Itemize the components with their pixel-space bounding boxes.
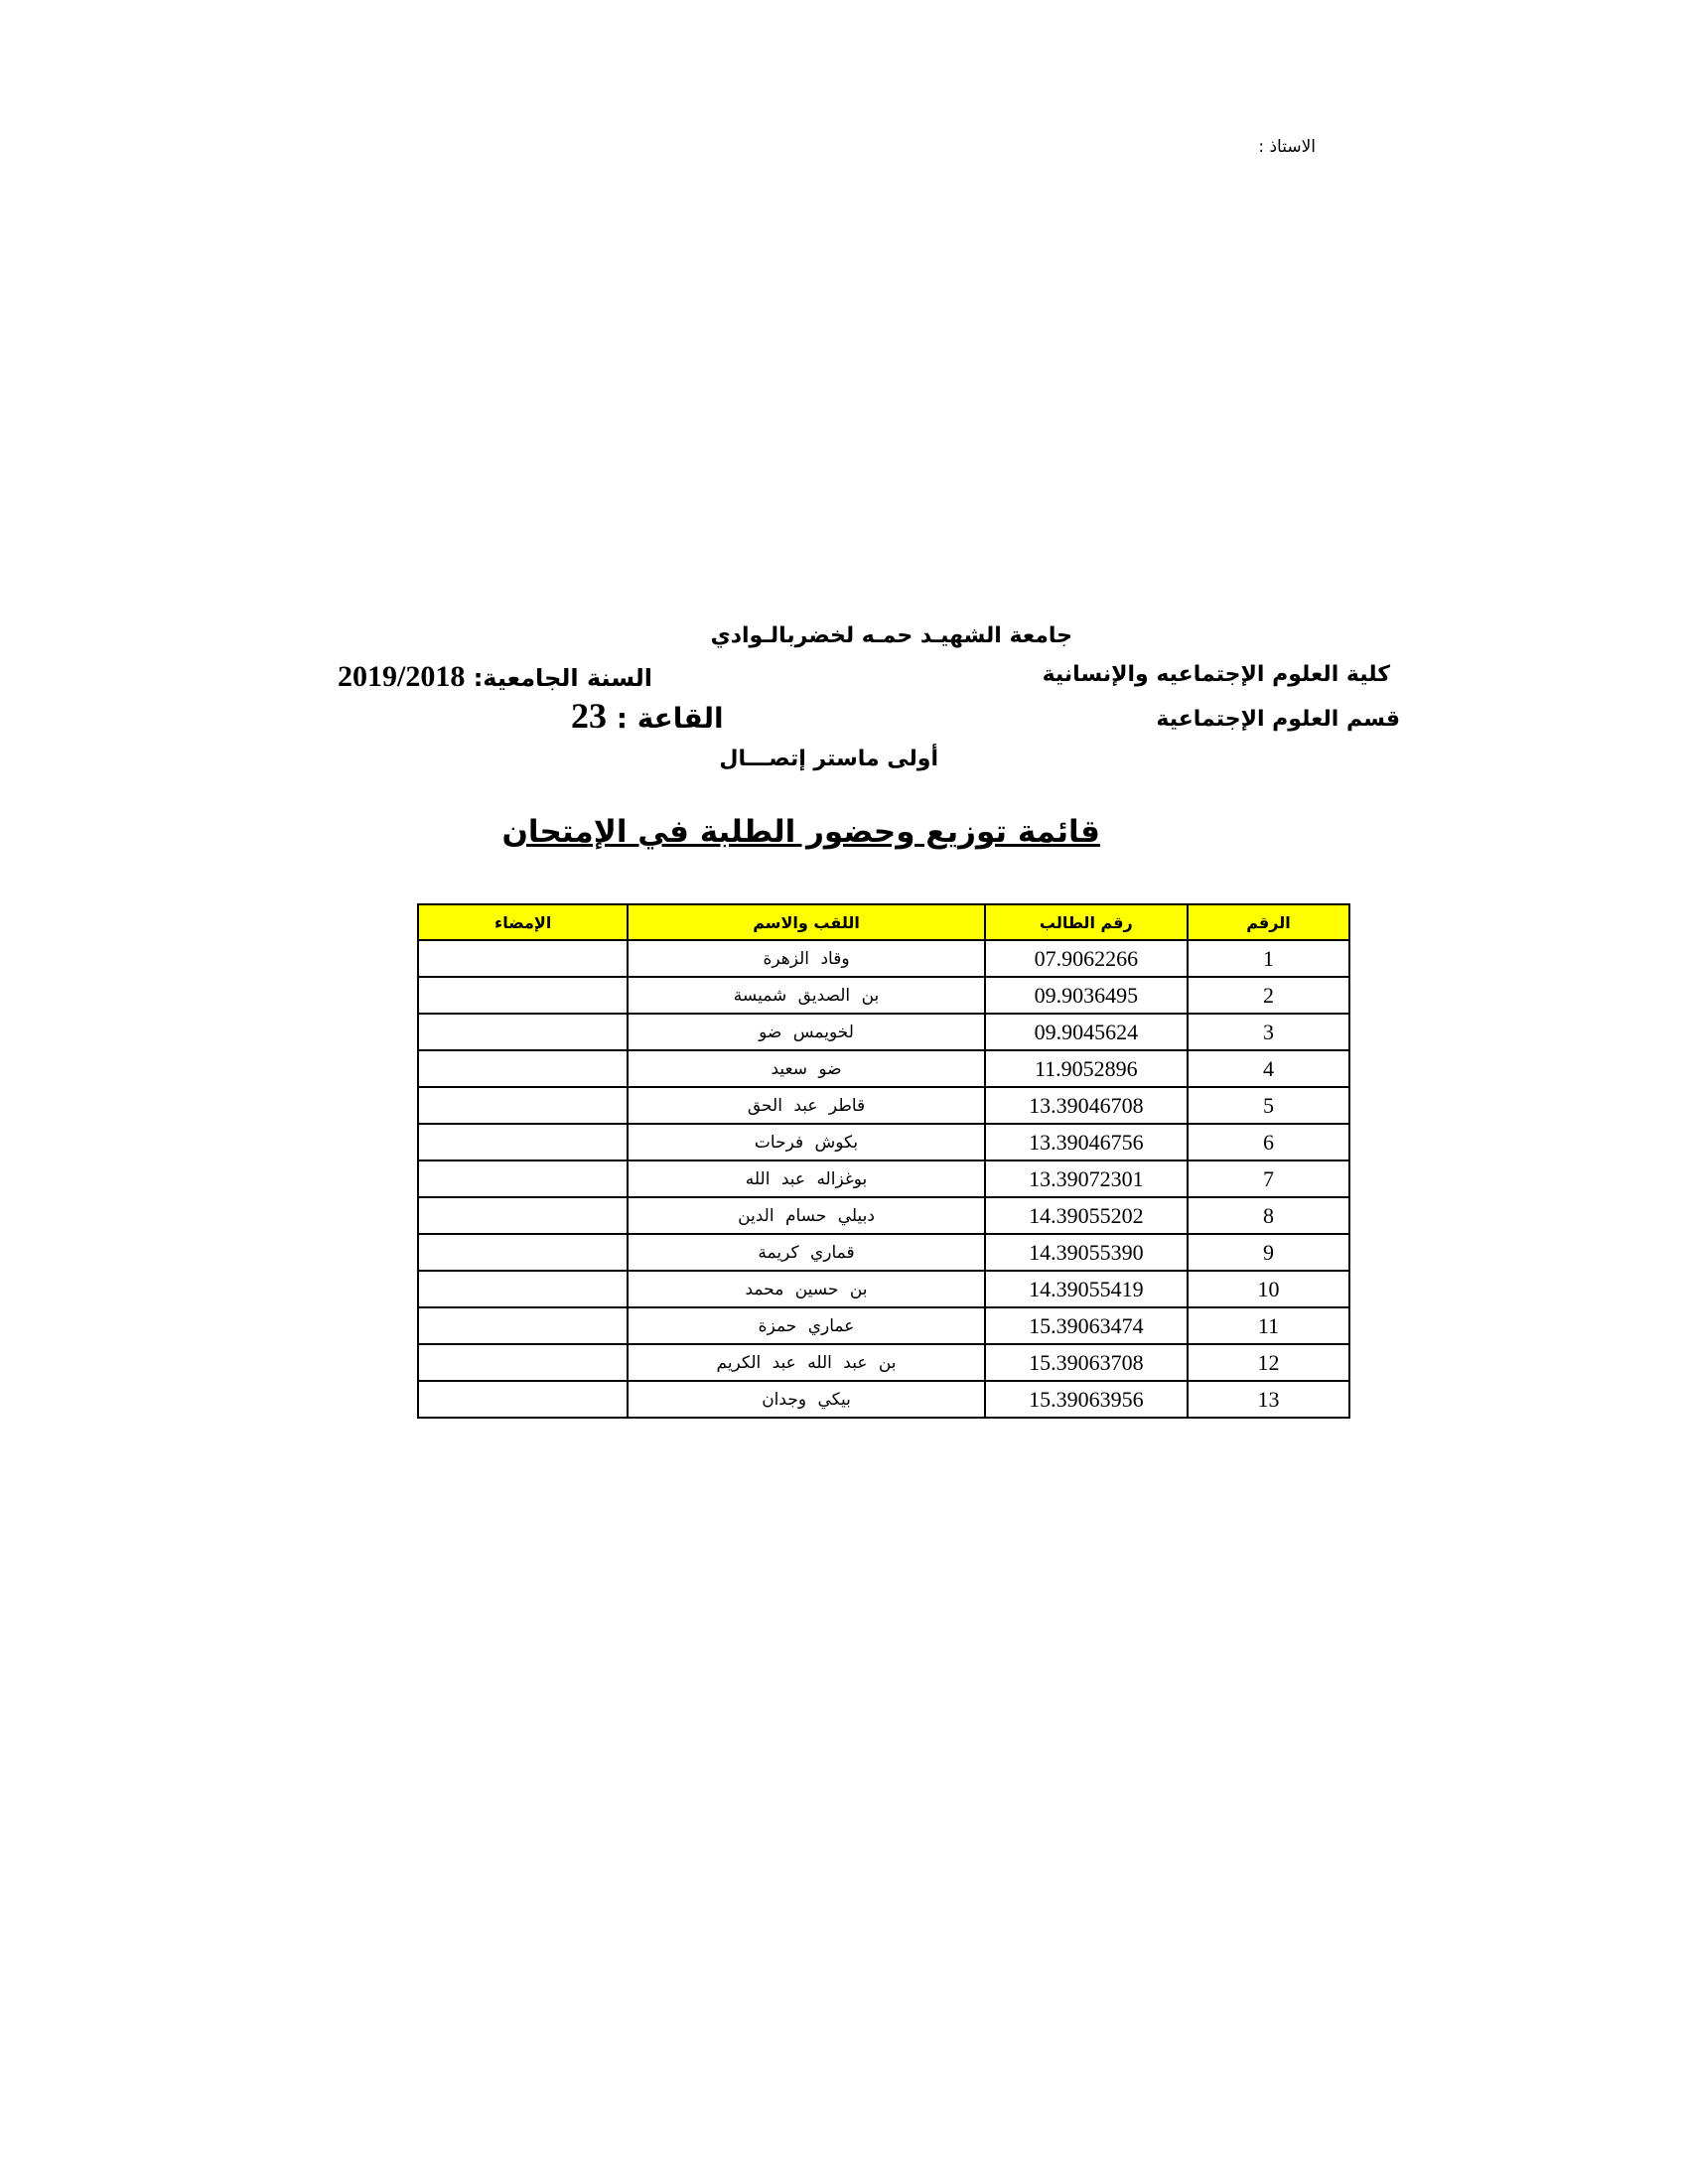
table-header-row [418, 904, 1349, 940]
study-level: أولى ماستر إتصـــال [719, 747, 938, 771]
row-student-id: 09.9045624 [985, 1014, 1188, 1050]
row-student-id: 15.39063474 [985, 1307, 1188, 1344]
row-name: ضو سعيد [628, 1050, 984, 1087]
row-signature [418, 977, 628, 1014]
row-number: 11 [1188, 1307, 1349, 1344]
row-number: 6 [1188, 1124, 1349, 1160]
table-body [418, 940, 1349, 1418]
attendance-table [417, 903, 1350, 1419]
row-student-id: 13.39046756 [985, 1124, 1188, 1160]
row-signature [418, 1014, 628, 1050]
row-student-id: 11.9052896 [985, 1050, 1188, 1087]
header-name: اللقب والاسم [628, 904, 984, 940]
faculty-name: كلية العلوم الإجتماعيه والإنسانية [1042, 662, 1390, 687]
row-name: عماري حمزة [628, 1307, 984, 1344]
row-signature [418, 1087, 628, 1124]
table-row [418, 1271, 1349, 1307]
table-row [418, 1381, 1349, 1418]
row-number: 9 [1188, 1234, 1349, 1271]
row-name: وقاد الزهرة [628, 940, 984, 977]
row-number: 8 [1188, 1197, 1349, 1234]
exam-hall [571, 695, 724, 737]
row-signature [418, 1160, 628, 1197]
table-row [418, 1234, 1349, 1271]
row-signature [418, 1344, 628, 1381]
row-number: 4 [1188, 1050, 1349, 1087]
row-signature [418, 1234, 628, 1271]
row-name: بوغزاله عبد الله [628, 1160, 984, 1197]
row-student-id: 15.39063956 [985, 1381, 1188, 1418]
academic-year-value: 2019/2018 [338, 660, 466, 693]
row-number: 12 [1188, 1344, 1349, 1381]
row-name: قاطر عبد الحق [628, 1087, 984, 1124]
table-row [418, 940, 1349, 977]
academic-year [338, 660, 652, 694]
table-row [418, 1307, 1349, 1344]
row-name: لخويمس ضو [628, 1014, 984, 1050]
table-row [418, 1197, 1349, 1234]
row-name: بن الصديق شميسة [628, 977, 984, 1014]
row-name: بيكي وجدان [628, 1381, 984, 1418]
table-row [418, 1014, 1349, 1050]
row-signature [418, 1307, 628, 1344]
row-signature [418, 940, 628, 977]
table-row [418, 1087, 1349, 1124]
row-student-id: 13.39072301 [985, 1160, 1188, 1197]
table-row [418, 1124, 1349, 1160]
hall-value: 23 [571, 696, 607, 736]
table-row [418, 1344, 1349, 1381]
header-number: الرقم [1188, 904, 1349, 940]
row-signature [418, 1381, 628, 1418]
university-name: جامعة الشهيـد حمـه لخضربالـوادي [710, 623, 1072, 648]
row-name: بن عبد الله عبد الكريم [628, 1344, 984, 1381]
academic-year-label: السنة الجامعية: [473, 664, 652, 692]
table-row [418, 1160, 1349, 1197]
row-signature [418, 1271, 628, 1307]
header-student-id: رقم الطالب [985, 904, 1188, 940]
professor-label: الاستاذ : [1258, 137, 1316, 157]
department-name: قسم العلوم الإجتماعية [1156, 707, 1400, 732]
row-student-id: 14.39055419 [985, 1271, 1188, 1307]
row-name: بن حسين محمد [628, 1271, 984, 1307]
row-number: 13 [1188, 1381, 1349, 1418]
row-student-id: 14.39055202 [985, 1197, 1188, 1234]
row-signature [418, 1050, 628, 1087]
row-signature [418, 1124, 628, 1160]
row-number: 7 [1188, 1160, 1349, 1197]
row-student-id: 15.39063708 [985, 1344, 1188, 1381]
row-name: قماري كريمة [628, 1234, 984, 1271]
row-number: 2 [1188, 977, 1349, 1014]
row-number: 10 [1188, 1271, 1349, 1307]
table-row [418, 1050, 1349, 1087]
row-student-id: 07.9062266 [985, 940, 1188, 977]
row-signature [418, 1197, 628, 1234]
row-student-id: 09.9036495 [985, 977, 1188, 1014]
page-title: قائمة توزيع وحضور الطلبة في الإمتحان [501, 814, 1100, 850]
row-name: بكوش فرحات [628, 1124, 984, 1160]
row-student-id: 13.39046708 [985, 1087, 1188, 1124]
hall-label: القاعة : [616, 702, 724, 735]
header-signature: الإمضاء [418, 904, 628, 940]
row-number: 3 [1188, 1014, 1349, 1050]
row-student-id: 14.39055390 [985, 1234, 1188, 1271]
table-row [418, 977, 1349, 1014]
row-number: 5 [1188, 1087, 1349, 1124]
row-name: دبيلي حسام الدين [628, 1197, 984, 1234]
row-number: 1 [1188, 940, 1349, 977]
